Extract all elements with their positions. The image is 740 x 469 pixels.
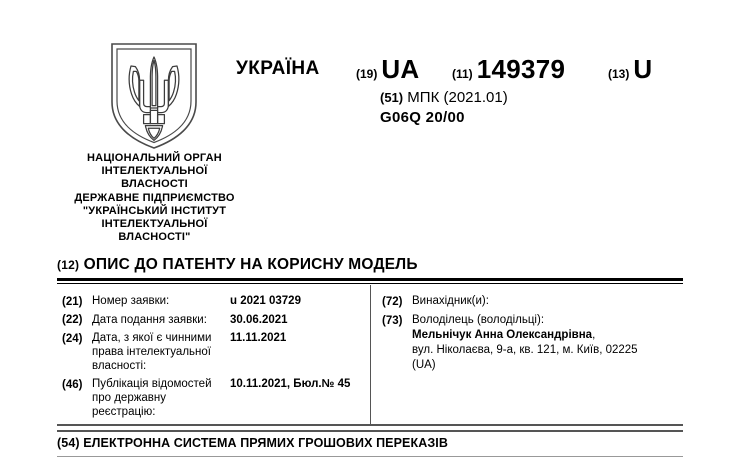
country-code-value: UA (381, 54, 420, 84)
invention-title-text: ЕЛЕКТРОННА СИСТЕМА ПРЯМИХ ГРОШОВИХ ПЕРЕКАЗІВ (83, 436, 448, 450)
publication-label (92, 377, 230, 419)
inid-21: (21) (62, 295, 83, 308)
inventor-label: Винахідник(и): (412, 295, 489, 307)
inid-51: (51) (380, 90, 404, 105)
patent-number-value: 149379 (476, 54, 566, 84)
field-inventor (382, 294, 722, 309)
inid-46: (46) (62, 378, 83, 391)
organization-line-3: ВЛАСНОСТІ (121, 178, 188, 191)
divider-invention-title-top (57, 430, 683, 432)
publication-label-line-3: реєстрацію: (92, 406, 156, 418)
code-group-19 (356, 56, 420, 82)
rights-date-label-line-3: власності: (92, 360, 147, 372)
inid-12: (12) (57, 258, 80, 272)
divider-thick (57, 278, 683, 281)
biblio-left-column (62, 294, 362, 423)
document-header (0, 36, 740, 256)
divider-thin (57, 283, 683, 284)
owner-name-row (412, 328, 638, 343)
biblio-right-column (382, 294, 722, 377)
inid-54: (54) (57, 436, 80, 450)
kind-code-value: U (633, 54, 653, 84)
filing-date-label: Дата подання заявки: (92, 313, 207, 326)
inid-24: (24) (62, 332, 83, 345)
owner-address: вул. Ніколаєва, 9-а, кв. 121, м. Київ, 02225 (412, 344, 638, 356)
ipc-label: МПК (2021.01) (407, 89, 508, 106)
field-rights-date (62, 331, 362, 373)
publication-value: 10.11.2021, Бюл.№ 45 (230, 378, 351, 390)
owner-name-suffix: , (592, 329, 596, 341)
code-group-13 (608, 56, 652, 82)
publication-codes (356, 52, 740, 86)
publication-label-line-2: про державну (92, 392, 167, 404)
ipc-classification: G06Q 20/00 (380, 109, 465, 126)
rights-date-label (92, 331, 230, 373)
rights-date-label-line-1: Дата, з якої є чинними (92, 332, 212, 344)
field-owner (382, 313, 722, 373)
country-name: УКРАЇНА (236, 58, 320, 79)
filing-date-value: 30.06.2021 (230, 313, 288, 326)
inid-13: (13) (608, 67, 630, 81)
organization-line-6: ІНТЕЛЕКТУАЛЬНОЇ (101, 218, 208, 231)
inid-11: (11) (452, 67, 473, 81)
application-number-label: Номер заявки: (92, 295, 170, 307)
organization-line-5: "УКРАЇНСЬКИЙ ІНСТИТУТ (82, 204, 227, 217)
code-group-11 (452, 56, 565, 82)
organization-line-2: ІНТЕЛЕКТУАЛЬНОЇ (101, 165, 208, 178)
divider-biblio-bottom (57, 424, 683, 426)
owner-country-code: (UA) (412, 359, 436, 371)
organization-line-1: НАЦІОНАЛЬНИЙ ОРГАН (87, 152, 222, 164)
organization-name (42, 152, 267, 244)
field-filing-date (62, 313, 362, 328)
inid-22: (22) (62, 314, 83, 326)
inid-73: (73) (382, 314, 403, 327)
field-application-number (62, 294, 362, 309)
application-number-value: u 2021 03729 (230, 295, 301, 307)
owner-label: Володілець (володільці): (412, 314, 545, 326)
inid-19: (19) (356, 67, 378, 81)
owner-name: Мельнічук Анна Олександрівна (412, 329, 593, 341)
invention-title (57, 435, 683, 451)
document-type-title (57, 256, 683, 274)
publication-label-line-1: Публікація відомостей (92, 378, 212, 390)
ipc-line (380, 88, 508, 107)
document-type-text: ОПИС ДО ПАТЕНТУ НА КОРИСНУ МОДЕЛЬ (83, 256, 418, 273)
rights-date-label-line-2: права інтелектуальної (92, 346, 211, 358)
organization-line-4: ДЕРЖАВНЕ ПІДПРИЄМСТВО (74, 191, 235, 204)
column-divider (370, 285, 371, 424)
organization-line-7: ВЛАСНОСТІ" (118, 231, 191, 244)
rights-date-value: 11.11.2021 (230, 332, 287, 344)
ukraine-coat-of-arms-trident-icon (104, 40, 204, 152)
field-publication (62, 377, 362, 419)
divider-invention-title-bottom (57, 456, 683, 457)
owner-details (412, 313, 638, 373)
inid-72: (72) (382, 295, 403, 308)
